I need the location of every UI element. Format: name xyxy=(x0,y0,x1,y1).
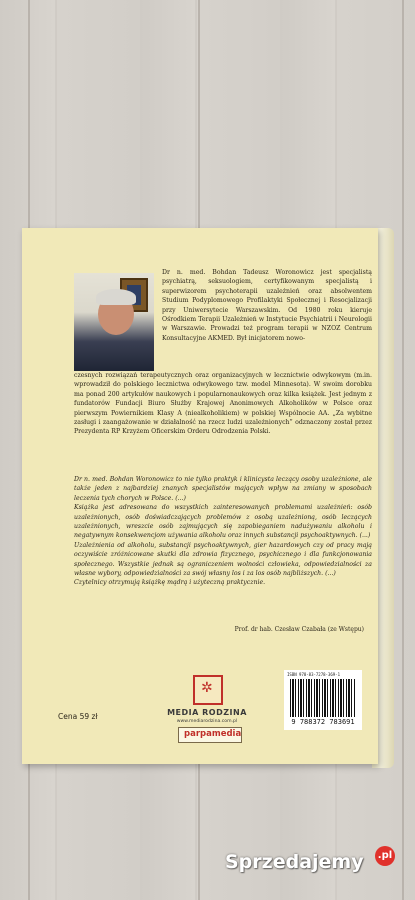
blurb-quote xyxy=(74,475,372,588)
imprint-logo xyxy=(178,727,242,743)
quote-author: Prof. dr hab. Czesław Czabała (ze Wstępu) xyxy=(234,626,364,633)
barcode-bars xyxy=(290,679,356,717)
publisher-logo-icon: ✲ xyxy=(193,675,223,705)
isbn-text: ISBN 978-83-7278-369-1 xyxy=(287,672,340,677)
imprint-label: parpamedia xyxy=(184,729,242,739)
publisher-url: www.mediarodzina.com.pl xyxy=(176,719,238,724)
barcode-number: 9 788372 783691 xyxy=(291,718,355,726)
author-bio-continued: czesnych rozwiązań terapeutycznych oraz organizacyjnych w lecznictwie odwykowym (m.in. wprowadził do polskiego lecznictwa odwykowego tzw. model Minnesota). W swoim dorobku ma ponad 200 artykułów naukowych i popularnonaukowych oraz kilka książek. Jest jednym z fundatorów Fundacji Biuro Służby Krajowej Anonimowych Alkoholików w Polsce oraz pierwszym Powiernikiem Klasy A (niealkoholikiem) w polskiej Wspólnocie AA. „Za wybitne zasługi i zaangażowanie w działalność na rzecz ludzi uzależnionych” odznaczony został przez Prezydenta RP Krzyżem Oficerskim Orderu Odrodzenia Polski. xyxy=(74,372,372,436)
isbn-barcode xyxy=(284,670,362,730)
floor-plank-seam xyxy=(402,0,404,900)
publisher-name: MEDIA RODZINA xyxy=(167,708,247,717)
author-bio-intro: Dr n. med. Bohdan Tadeusz Woronowicz jest specjalistą psychiatrą, seksuologiem, certyfikowanym specjalistą i superwizorem psychoterapii uzależnień oraz absolwentem Studium Podyplomowego Profilaktyki Społecznej i Resocjalizacji przy Uniwersytecie Warszawskim. Od 1980 roku kieruje Ośrodkiem Terapii Uzależnień w Instytucie Psychiatrii i Neurologii w Warszawie. Prowadzi też program terapii w NZOZ Centrum Konsultacyjne AKMED. Był inicjatorem nowo- xyxy=(162,269,372,342)
quote-paragraph: Dr n. med. Bohdan Woronowicz to nie tylko praktyk i klinicysta leczący osoby uzależnione, ale także jeden z najbardziej znanych specjalistów mających wpływ na zmiany w sposobach leczenia tych chorych w Polsce. (...) xyxy=(74,476,372,502)
price-label: Cena 59 zł xyxy=(58,712,98,721)
book-back-cover xyxy=(22,228,378,764)
author-photo xyxy=(74,273,154,371)
quote-paragraph: Czytelnicy otrzymują książkę mądrą i użyteczną praktycznie. xyxy=(74,579,266,587)
author-hair xyxy=(96,289,136,305)
quote-paragraph: Książka jest adresowana do wszystkich zainteresowanych problemami uzależnień: osób uzależnionych, osób doświadczających problemów z osobą uzależnioną, osób leczących uzależnionych, wreszcie osób zajmujących się zapobieganiem nadużywaniu alkoholu i negatywnym konsekwencjom używania alkoholu oraz innych substancji psychoaktywnych. (...) xyxy=(74,504,372,540)
quote-paragraph: Uzależnienia od alkoholu, substancji psychoaktywnych, gier hazardowych czy od pracy mają oczywiście zróżnicowane skutki dla zdrowia fizycznego, psychicznego i dla funkcjonowania społecznego. Wszystkie jednak są ograniczeniem wolności człowieka, odpowiedzialności za własne wybory, odpowiedzialności za swój własny los i za los osób najbliższych. (...) xyxy=(74,541,372,578)
watermark-text: Sprzedajemy xyxy=(225,851,364,873)
watermark-badge: .pl xyxy=(375,846,395,866)
